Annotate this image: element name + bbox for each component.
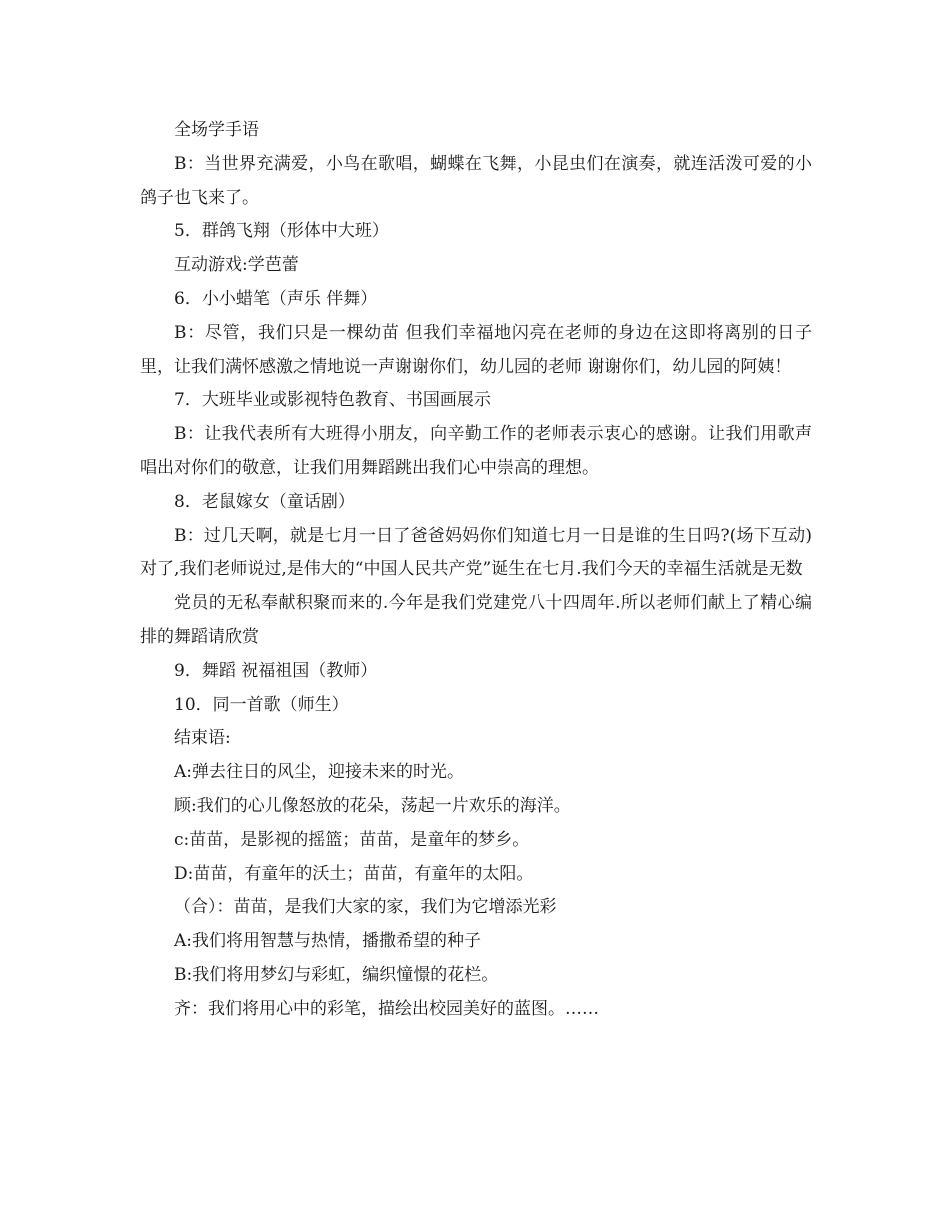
paragraph-19: （合）：苗苗，是我们大家的家，我们为它增添光彩	[174, 897, 557, 918]
paragraph-14: 结束语:	[174, 728, 231, 749]
paragraph-8: B：让我代表所有大班得小朋友，向辛勤工作的老师表示衷心的感谢。让我们用歌声唱出对你们的敬意，让我们用舞蹈跳出我们心中崇高的理想。	[140, 424, 812, 478]
paragraph-12: 9．舞蹈 祝福祖国（教师）	[174, 660, 378, 681]
paragraph-18: D:苗苗，有童年的沃土；苗苗，有童年的太阳。	[174, 863, 534, 884]
paragraph-11: 党员的无私奉献积聚而来的.今年是我们党建党八十四周年.所以老师们献上了精心编排的舞蹈请欣赏	[140, 593, 812, 647]
paragraph-20: A:我们将用智慧与热情，播撒希望的种子	[174, 931, 482, 952]
paragraph-22: 齐：我们将用心中的彩笔，描绘出校园美好的蓝图。……	[174, 998, 599, 1019]
paragraph-10: B：过几天啊，就是七月一日了爸爸妈妈你们知道七月一日是谁的生日吗?(场下互动)对了,我们老师说过,是伟大的“中国人民共产党”诞生在七月.我们今天的幸福生活就是无数	[140, 525, 812, 580]
paragraph-17: c:苗苗，是影视的摇篮；苗苗，是童年的梦乡。	[174, 829, 530, 850]
paragraph-5: 6．小小蜡笔（声乐 伴舞）	[174, 288, 378, 309]
paragraph-7: 7．大班毕业或影视特色教育、书国画展示	[174, 390, 491, 411]
paragraph-4: 互动游戏:学芭蕾	[174, 255, 299, 276]
paragraph-9: 8．老鼠嫁女（童话剧）	[174, 491, 355, 512]
paragraph-15: A:弹去往日的风尘，迎接未来的时光。	[174, 762, 465, 783]
paragraph-1: 全场学手语	[174, 120, 259, 140]
paragraph-16: 顾:我们的心儿像怒放的花朵，荡起一片欢乐的海洋。	[174, 795, 571, 816]
paragraph-2: B：当世界充满爱，小鸟在歌唱，蝴蝶在飞舞，小昆虫们在演奏，就连活泼可爱的小鸽子也飞来了。	[140, 153, 812, 208]
document-body	[140, 114, 812, 1027]
paragraph-3: 5．群鸽飞翔（形体中大班）	[174, 221, 389, 242]
paragraph-6: B：尽管，我们只是一棵幼苗 但我们幸福地闪亮在老师的身边在这即将离别的日子里，让我们满怀感激之情地说一声谢谢你们，幼儿园的老师 谢谢你们，幼儿园的阿姨！	[140, 322, 812, 377]
paragraph-13: 10．同一首歌（师生）	[174, 694, 349, 715]
paragraph-21: B:我们将用梦幻与彩虹，编织憧憬的花栏。	[174, 964, 499, 985]
